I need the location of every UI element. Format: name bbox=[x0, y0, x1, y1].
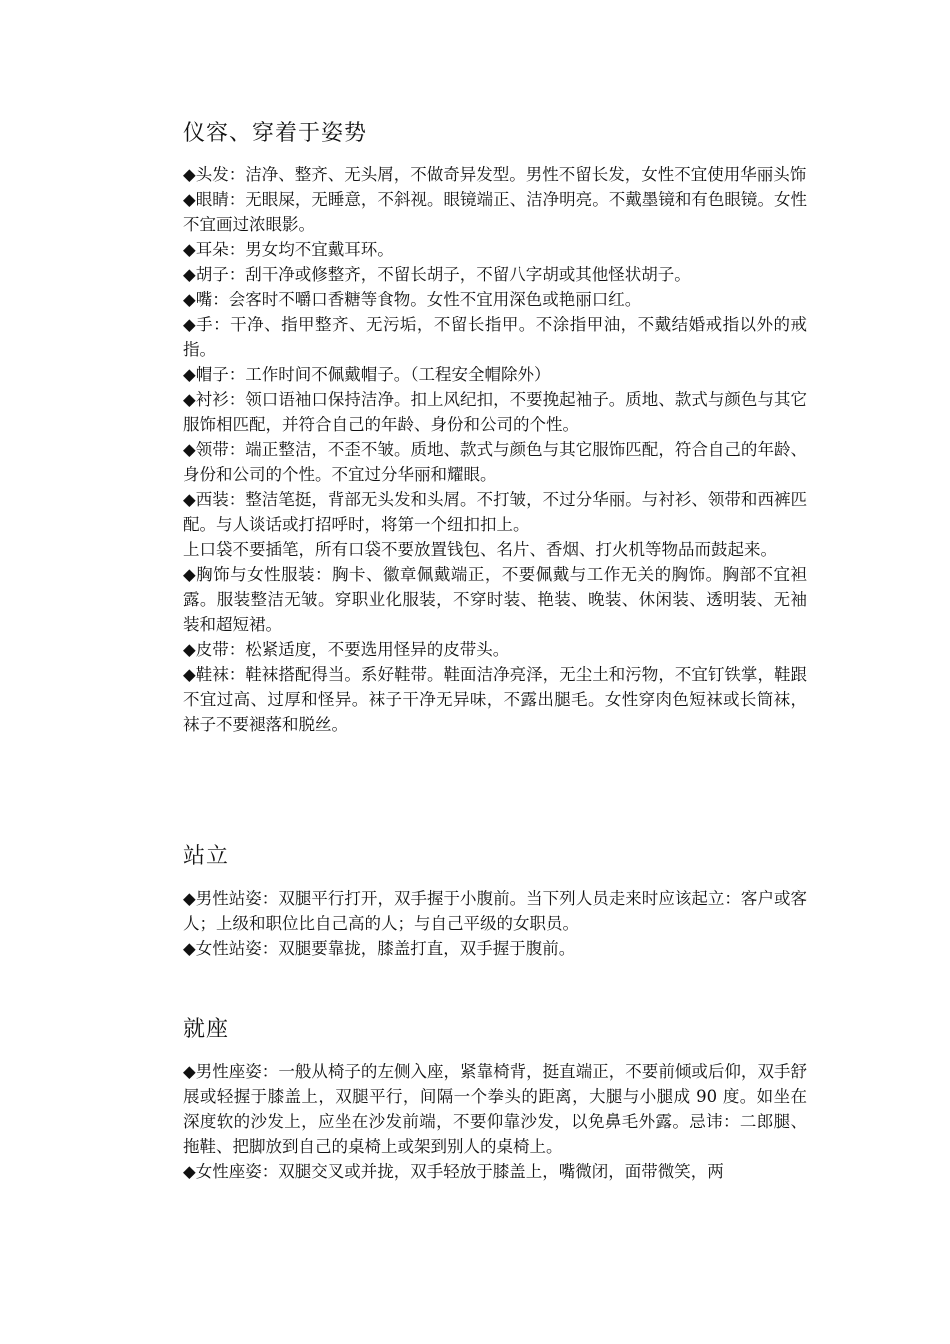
section-title: 仪容、穿着于姿势 bbox=[183, 121, 368, 146]
section-body bbox=[183, 1059, 807, 1184]
paragraph-tie: ◆领带：端正整洁，不歪不皱。质地、款式与颜色与其它服饰匹配，符合自己的年龄、身份和公司的个性。不宜过分华丽和耀眼。 bbox=[183, 440, 807, 484]
paragraph-pockets: 上口袋不要插笔，所有口袋不要放置钱包、名片、香烟、打火机等物品而鼓起来。 bbox=[183, 540, 777, 559]
paragraph-chest-and-womens-clothing: ◆胸饰与女性服装：胸卡、徽章佩戴端正，不要佩戴与工作无关的胸饰。胸部不宜袒露。服装整洁无皱。穿职业化服装，不穿时装、艳装、晚装、休闲装、透明装、无袖装和超短裙。 bbox=[183, 565, 807, 634]
paragraph-male-sitting: ◆男性座姿：一般从椅子的左侧入座，紧靠椅背，挺直端正，不要前倾或后仰，双手舒展或轻握于膝盖上，双腿平行，间隔一个拳头的距离，大腿与小腿成 90 度。如坐在深度软的沙发上，应坐在沙发前端，不要仰靠沙发，以免鼻毛外露。忌讳：二郎腿、拖鞋、把脚放到自己的桌椅上或架到别人的桌椅上。 bbox=[183, 1062, 807, 1156]
paragraph-hands: ◆手：干净、指甲整齐、无污垢，不留长指甲。不涂指甲油，不戴结婚戒指以外的戒指。 bbox=[183, 315, 807, 359]
paragraph-female-standing: ◆女性站姿：双腿要靠拢，膝盖打直，双手握于腹前。 bbox=[183, 939, 576, 958]
paragraph-hat: ◆帽子：工作时间不佩戴帽子。（工程安全帽除外） bbox=[183, 365, 551, 384]
paragraph-shirt: ◆衬衫：领口语袖口保持洁净。扣上风纪扣，不要挽起袖子。质地、款式与颜色与其它服饰相匹配，并符合自己的年龄、身份和公司的个性。 bbox=[183, 390, 807, 434]
paragraph-belt: ◆皮带：松紧适度，不要选用怪异的皮带头。 bbox=[183, 640, 510, 659]
section-title: 就座 bbox=[183, 1017, 230, 1042]
paragraph-suit: ◆西装：整洁笔挺，背部无头发和头屑。不打皱，不过分华丽。与衬衫、领带和西裤匹配。与人谈话或打招呼时，将第一个纽扣扣上。 bbox=[183, 490, 807, 534]
section-body bbox=[183, 886, 807, 961]
section-title: 站立 bbox=[183, 844, 230, 869]
paragraph-eyes: ◆眼睛：无眼屎，无睡意，不斜视。眼镜端正、洁净明亮。不戴墨镜和有色眼镜。女性不宜画过浓眼影。 bbox=[183, 190, 807, 234]
paragraph-shoes-socks: ◆鞋袜：鞋袜搭配得当。系好鞋带。鞋面洁净亮泽，无尘土和污物，不宜钉铁掌，鞋跟不宜过高、过厚和怪异。袜子干净无异味，不露出腿毛。女性穿肉色短袜或长筒袜，袜子不要褪落和脱丝。 bbox=[183, 665, 807, 734]
paragraph-ears: ◆耳朵：男女均不宜戴耳环。 bbox=[183, 240, 394, 259]
section-appearance bbox=[183, 119, 807, 737]
paragraph-male-standing: ◆男性站姿：双腿平行打开，双手握于小腹前。当下列人员走来时应该起立：客户或客人；上级和职位比自己高的人；与自己平级的女职员。 bbox=[183, 889, 807, 933]
section-standing bbox=[183, 842, 807, 961]
section-sitting bbox=[183, 1015, 807, 1184]
section-body bbox=[183, 162, 807, 737]
paragraph-beard: ◆胡子：刮干净或修整齐，不留长胡子，不留八字胡或其他怪状胡子。 bbox=[183, 265, 691, 284]
paragraph-mouth: ◆嘴：会客时不嚼口香糖等食物。女性不宜用深色或艳丽口红。 bbox=[183, 290, 642, 309]
paragraph-hair: ◆头发：洁净、整齐、无头屑，不做奇异发型。男性不留长发，女性不宜使用华丽头饰 bbox=[183, 165, 807, 184]
paragraph-female-sitting: ◆女性座姿：双腿交叉或并拢，双手轻放于膝盖上，嘴微闭，面带微笑，两 bbox=[183, 1162, 724, 1181]
